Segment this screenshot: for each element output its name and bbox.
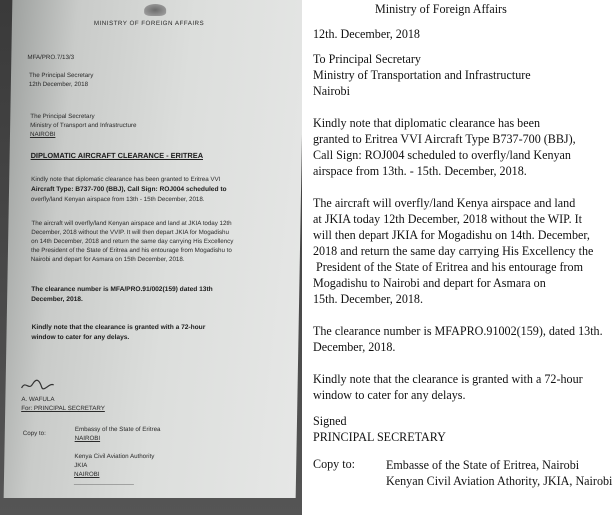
paragraph-line: granted to Eritrea VVI Aircraft Type B737-700 (BBJ), [313,132,576,146]
photo-paragraph-line: December, 2018. [31,296,83,303]
paragraph-line: President of the State of Eritrea and his entourage from [313,260,584,274]
paragraph-line: December, 2018. [313,340,396,354]
recipient-line: Ministry of Transportation and Infrastructure [313,68,531,82]
paragraph-line: Kindly note that the clearance is granted with a 72-hour [313,372,583,386]
copy-to-list [386,457,612,489]
paragraph-line: Kindly note that diplomatic clearance has been [313,116,541,130]
photo-recipient-line: The Principal Secretary [28,72,94,79]
photo-paragraph-line: December, 2018 without the VVIP. It will then depart JKIA for Mogadishu [31,229,230,236]
photo-cc-line: JKIA [74,462,88,469]
photo-subject: DIPLOMATIC AIRCRAFT CLEARANCE - ERITREA [30,151,204,160]
photo-paragraph-line: Nairobi and depart for Asmara on 15th December, 2018. [30,256,185,263]
photo-paragraph-line: on 14th December, 2018 and return the same day carrying His Excellency [31,238,234,245]
divider [74,484,134,485]
photo-paragraph-line: Kindly note that diplomatic clearance has been granted to Eritrea VVI [31,176,221,183]
transcript-date: 12th. December, 2018 [313,27,420,41]
copy-recipient: Kenyan Civil Aviation Athority, JKIA, Nairobi [386,474,613,488]
paragraph-line: 15th. December, 2018. [313,292,424,306]
photo-cc-line: Kenya Civil Aviation Authority [74,453,155,460]
letterhead: MINISTRY OF FOREIGN AFFAIRS [93,20,205,27]
paragraph-line: Mogadishu to Nairobi and depart for Asmara on [313,276,546,290]
paragraph-line: Call Sign: ROJ004 scheduled to overfly/land Kenyan [313,148,571,162]
photo-cc-line: NAIROBI [74,471,100,478]
paragraph-line: The clearance number is MFAPRO.91002(159), dated 13th. [313,324,603,338]
photo-recipient-line: NAIROBI [29,131,56,138]
coat-of-arms-icon [144,4,166,16]
letter-paper [4,0,302,498]
photo-paragraph-line: the President of the State of Eritrea and his entourage from Mogadishu to [30,247,232,254]
photo-paragraph-line: window to cater for any delays. [31,334,130,341]
letter-photo [0,0,302,515]
photo-copy-label: Copy to: [22,430,46,437]
copy-to-label: Copy to: [313,457,355,471]
paragraph-line: 2018 and return the same day carrying His Excellency the [313,244,594,258]
paragraph-line: window to cater for any delays. [313,388,466,402]
photo-paragraph-line: overfly/land Kenyan airspace from 13th - 15th December, 2018. [30,196,205,203]
paragraph-line: The aircraft will overfly/land Kenya airspace and land [313,196,576,210]
recipient-line: Nairobi [313,84,350,98]
photo-recipient-line: Ministry of Transport and Infrastructure [30,122,137,129]
photo-date: 12th December, 2018 [28,81,89,88]
photo-paragraph-line: Kindly note that the clearance is granted with a 72-hour [31,324,206,331]
signed-label: Signed [313,414,347,428]
photo-cc-line: NAIROBI [74,435,101,442]
paragraph-line: airspace from 13th. - 15th. December, 2018. [313,164,527,178]
photo-cc-line: Embassy of the State of Eritrea [74,426,161,433]
signature-icon [20,378,56,392]
reference-number: MFA/PRO.7/13/3 [27,54,75,61]
recipient-line: To Principal Secretary [313,52,421,66]
copy-recipient: Embasse of the State of Eritrea, Nairobi [386,458,580,472]
photo-paragraph-line: The clearance number is MFA/PRO.91/002(159) dated 13th [31,286,213,293]
paragraph-line: will then depart JKIA for Mogadishu on 14th. December, [313,228,590,242]
paragraph-line: at JKIA today 12th December, 2018 without the WIP. It [313,212,583,226]
page-header: Ministry of Foreign Affairs [375,2,507,16]
photo-signatory-title: For: PRINCIPAL SECRETARY [21,405,105,412]
photo-paragraph-line: Aircraft Type: B737-700 (BBJ), Call Sign: ROJ004 scheduled to [30,186,227,193]
photo-paragraph-line: The aircraft will overfly/land Kenyan airspace and land at JKIA today 12th [31,220,232,227]
signatory-title: PRINCIPAL SECRETARY [313,430,446,444]
photo-recipient-line: The Principal Secretary [30,113,95,120]
photo-signatory-name: A. WAFULA [21,396,55,403]
